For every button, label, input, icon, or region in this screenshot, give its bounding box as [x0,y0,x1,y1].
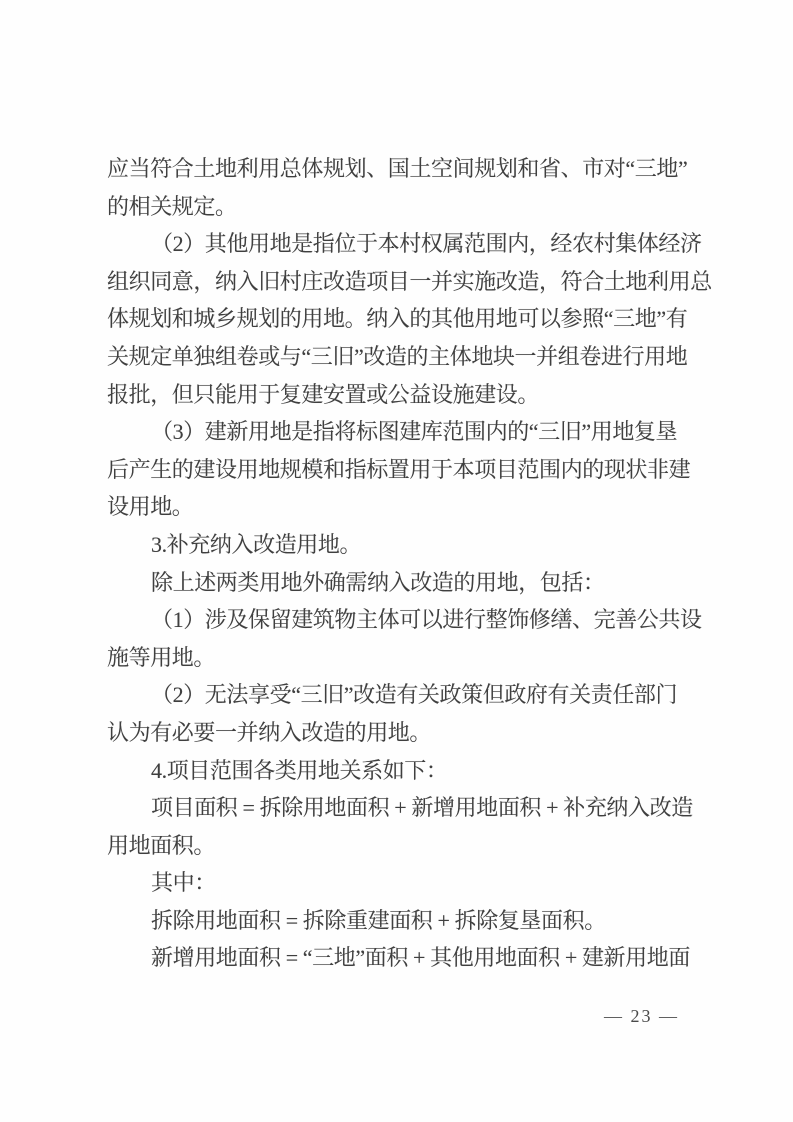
text-line: 的相关规定。 [107,193,237,219]
text-line: 3.补充纳入改造用地。 [151,531,362,557]
text-line: 用地面积。 [107,832,216,858]
text-line: 设用地。 [107,494,194,520]
text-line: 拆除用地面积 = 拆除重建面积 + 拆除复垦面积。 [151,907,606,933]
text-line: 其中： [151,870,216,896]
text-line: 4.项目范围各类用地关系如下： [151,757,448,783]
text-line: （2）无法享受“三旧”改造有关政策但政府有关责任部门 [151,682,678,708]
text-line: （2）其他用地是指位于本村权属范围内，经农村集体经济 [151,231,702,257]
text-line: 后产生的建设用地规模和指标置用于本项目范围内的现状非建 [107,456,691,482]
text-line: 应当符合土地利用总体规划、国土空间规划和省、市对“三地” [107,156,688,181]
page-footer [604,1004,679,1028]
page-number: — 23 — [604,1006,679,1026]
text-line: 除上述两类用地外确需纳入改造的用地，包括： [151,569,605,595]
text-line: 施等用地。 [107,644,216,670]
text-line: 认为有必要一并纳入改造的用地。 [107,719,432,745]
text-line: 报批，但只能用于复建安置或公益设施建设。 [107,381,540,407]
text-line: 组织同意，纳入旧村庄改造项目一并实施改造，符合土地利用总 [107,268,712,294]
text-line: （1）涉及保留建筑物主体可以进行整饰修缮、完善公共设 [151,607,702,633]
document-body [107,150,717,977]
text-line: 新增用地面积 = “三地”面积 + 其他用地面积 + 建新用地面 [151,945,690,971]
text-line: （3）建新用地是指将标图建库范围内的“三旧”用地复垦 [151,419,678,445]
text-line: 体规划和城乡规划的用地。纳入的其他用地可以参照“三地”有 [107,306,688,332]
text-line: 项目面积 = 拆除用地面积 + 新增用地面积 + 补充纳入改造 [151,795,693,821]
text-line: 关规定单独组卷或与“三旧”改造的主体地块一并组卷进行用地 [107,343,688,369]
